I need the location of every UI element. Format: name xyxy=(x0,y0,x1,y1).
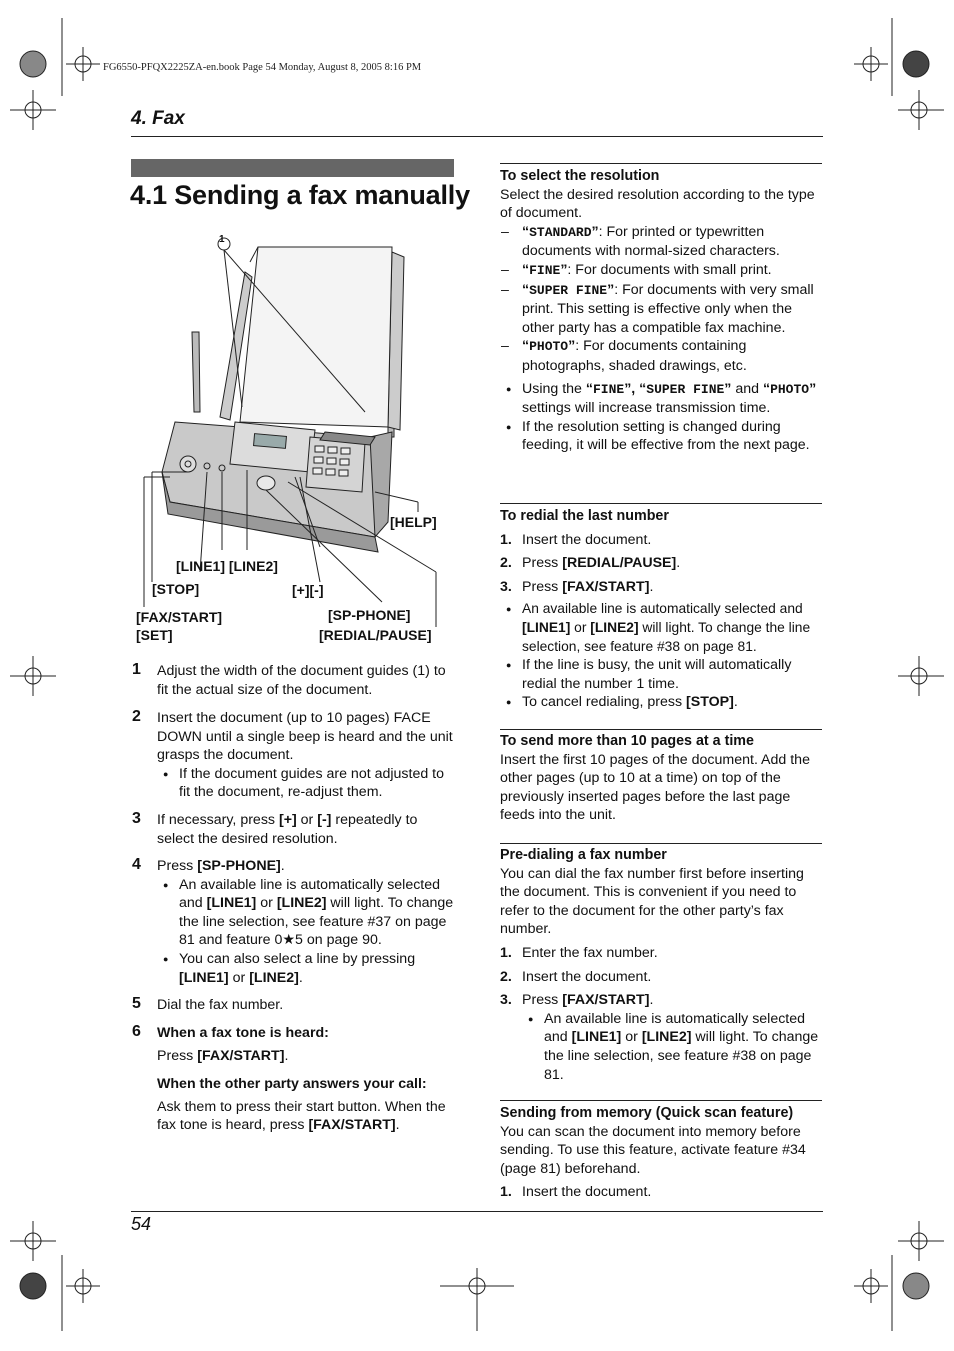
label-set: [SET] xyxy=(136,627,173,643)
resolution-option: – “STANDARD”: For printed or typewritten documents with normal-sized characters. xyxy=(500,223,823,261)
section-rule xyxy=(500,843,822,844)
section-rule xyxy=(500,729,822,730)
step-number: 6 xyxy=(132,1023,141,1040)
step-1 xyxy=(132,662,456,699)
footer-rule xyxy=(131,1211,823,1212)
section-text: Insert the first 10 pages of the document. Add the other pages (up to 10 at a time) on top of the previously inserted pages before the last page feeds into the unit. xyxy=(500,751,810,824)
section-heading: To redial the last number xyxy=(500,508,669,524)
step-2 xyxy=(132,709,456,802)
step-bullet: ● An available line is automatically selected and [LINE1] or [LINE2] will light. To change the line selection, see feature #37 on page 81 and feature 0★5 on page 90. xyxy=(157,876,456,950)
label-plus-minus: [+][-] xyxy=(292,582,324,598)
quickscan-section xyxy=(500,1104,823,1202)
list-item: 3. Press [FAX/START]. xyxy=(500,992,654,1009)
step-bullet: ● You can also select a line by pressing [LINE1] or [LINE2]. xyxy=(157,950,456,987)
section-text: You can scan the document into memory before sending. To use this feature, activate feature #34 (page 81) beforehand. xyxy=(500,1123,806,1177)
section-text: Select the desired resolution according to the type of document. xyxy=(500,186,815,222)
section-bullet: ● If the resolution setting is changed during feeding, it will be effective from the next page. xyxy=(500,418,823,455)
label-stop: [STOP] xyxy=(152,581,200,597)
section-heading: To send more than 10 pages at a time xyxy=(500,733,754,749)
file-info: FG6550-PFQX2225ZA-en.book Page 54 Monday, August 8, 2005 8:16 PM xyxy=(103,62,422,73)
more-than-10-section xyxy=(500,732,823,825)
label-sp-phone: [SP-PHONE] xyxy=(328,607,411,623)
section-bullet: ● An available line is automatically selected and [LINE1] or [LINE2] will light. To change the line selection, see feature #38 on page 81. xyxy=(500,600,823,656)
section-text: You can dial the fax number first before inserting the document. This is convenient if you need to refer to the document for the other party’s fax number. xyxy=(500,865,804,938)
step-text: Press [FAX/START]. xyxy=(157,1047,289,1064)
step-3 xyxy=(132,811,456,848)
callout-1: 1 xyxy=(219,234,225,245)
list-item: 1. Enter the fax number. xyxy=(500,944,658,961)
resolution-section xyxy=(500,167,823,455)
step-text: Press [SP-PHONE]. xyxy=(157,858,285,874)
plus-key: [+] xyxy=(278,812,297,828)
section-heading: To select the resolution xyxy=(500,168,660,184)
section-rule xyxy=(500,1100,822,1101)
section-heading: Sending from memory (Quick scan feature) xyxy=(500,1105,794,1121)
step-text: If necessary, press [+] or [-] repeatedly to select the desired resolution. xyxy=(157,812,418,847)
step-number: 2 xyxy=(132,708,141,725)
resolution-option: – “PHOTO”: For documents containing photographs, shaded drawings, etc. xyxy=(500,337,823,375)
list-item: 1. Insert the document. xyxy=(500,1184,652,1201)
step-number: 1 xyxy=(132,661,141,678)
step-number: 3 xyxy=(132,810,141,827)
step-text: Adjust the width of the document guides (1) to fit the actual size of the document. xyxy=(157,663,446,698)
predial-section xyxy=(500,846,823,1084)
title-bar xyxy=(131,159,454,177)
resolution-option: – “FINE”: For documents with small print. xyxy=(500,261,823,281)
section-bullet: ● Using the “FINE”, “SUPER FINE” and “PHOTO” settings will increase transmission time. xyxy=(500,380,823,418)
section-bullet: ● If the line is busy, the unit will automatically redial the number 1 time. xyxy=(500,656,823,693)
step-heading: When a fax tone is heard: xyxy=(157,1025,329,1041)
step-text: Insert the document (up to 10 pages) FACE DOWN until a single beep is heard and the unit grasps the document. xyxy=(157,710,453,764)
page-number: 54 xyxy=(131,1214,152,1234)
step-number: 4 xyxy=(132,856,141,873)
step-5 xyxy=(132,996,456,1015)
label-help: [HELP] xyxy=(390,514,437,530)
minus-key: [-] xyxy=(317,812,332,828)
section-bullet: ● An available line is automatically selected and [LINE1] or [LINE2] will light. To change the line selection, see feature #38 on page 81. xyxy=(522,1010,823,1084)
list-item: 1. Insert the document. xyxy=(500,531,652,548)
resolution-option: – “SUPER FINE”: For documents with very small print. This setting is effective only when the other party has a compatible fax machine. xyxy=(500,281,823,338)
step-6 xyxy=(132,1024,456,1135)
section-rule xyxy=(500,503,822,504)
list-item: 2. Insert the document. xyxy=(500,968,652,985)
chapter-title: 4. Fax xyxy=(131,108,185,129)
page-title: 4.1 Sending a fax manually xyxy=(130,180,470,210)
list-item: 3. Press [FAX/START]. xyxy=(500,578,654,595)
step-subtext: Ask them to press their start button. When the fax tone is heard, press [FAX/START]. xyxy=(157,1098,446,1134)
label-line1-line2: [LINE1] [LINE2] xyxy=(176,558,278,574)
step-4 xyxy=(132,857,456,987)
redial-section xyxy=(500,507,823,712)
step-subheading: When the other party answers your call: xyxy=(157,1076,427,1093)
step-text: Dial the fax number. xyxy=(157,997,284,1013)
section-bullet: ● To cancel redialing, press [STOP]. xyxy=(500,693,823,712)
step-number: 5 xyxy=(132,995,141,1012)
step-bullet: ● If the document guides are not adjusted to fit the document, re-adjust them. xyxy=(157,765,456,802)
label-redial-pause: [REDIAL/PAUSE] xyxy=(319,627,432,643)
header-rule xyxy=(131,136,823,137)
label-fax-start: [FAX/START] xyxy=(136,609,223,625)
section-heading: Pre-dialing a fax number xyxy=(500,847,667,863)
section-rule xyxy=(500,163,822,164)
list-item: 2. Press [REDIAL/PAUSE]. xyxy=(500,555,681,572)
